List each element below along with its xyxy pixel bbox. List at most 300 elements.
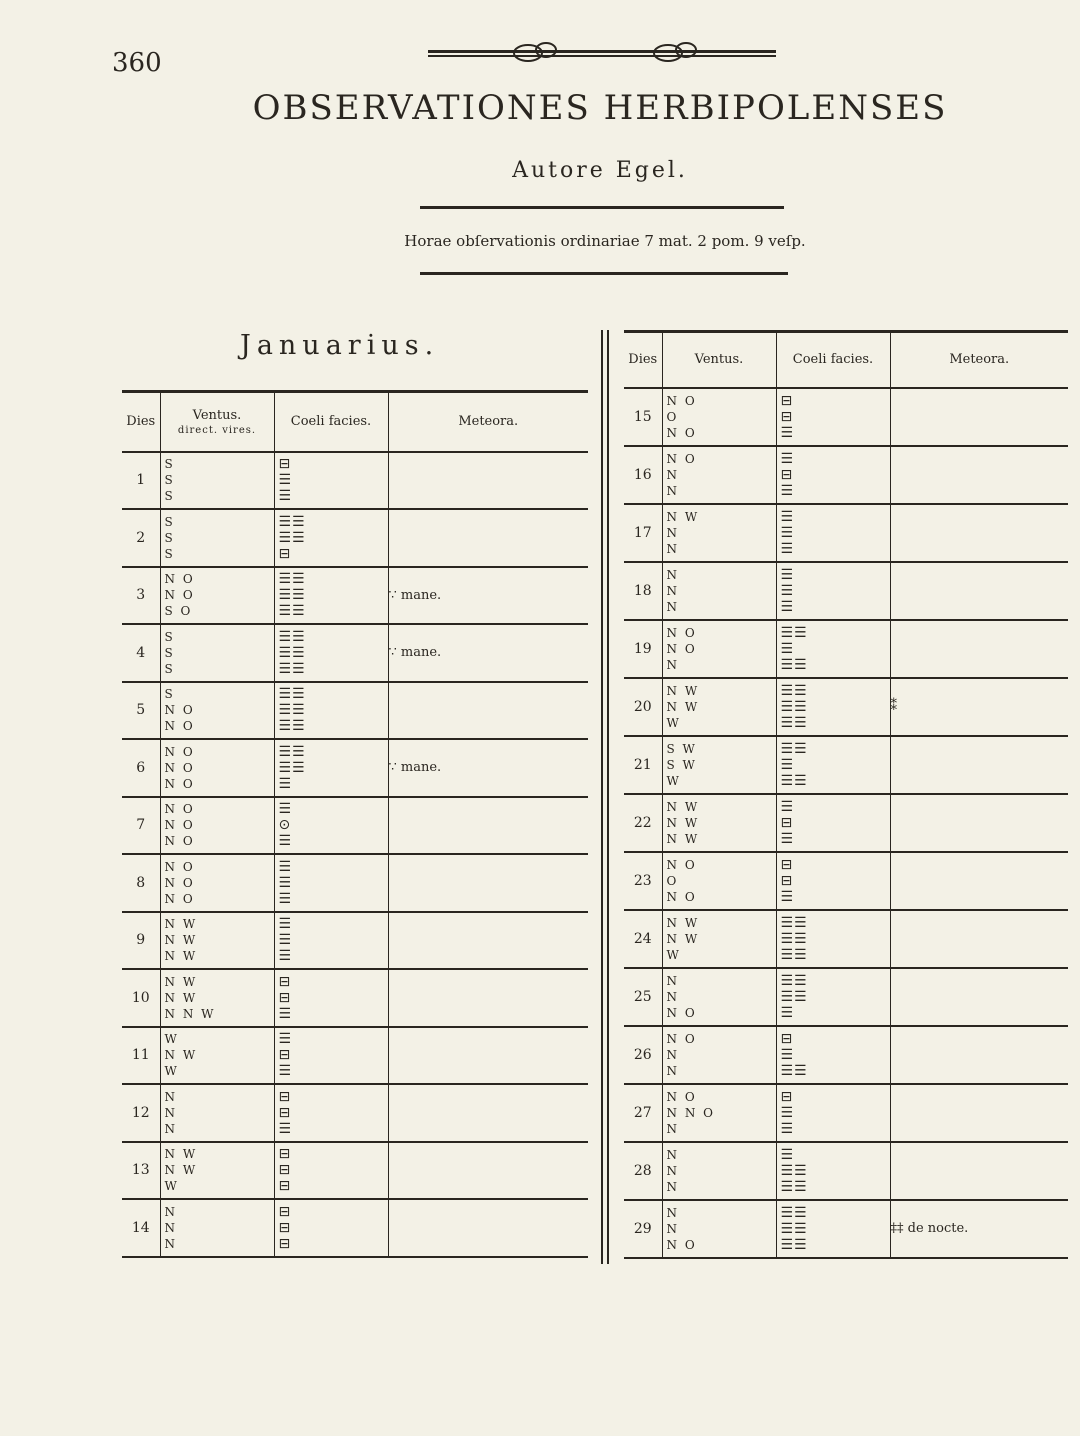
wind-cell <box>160 739 274 797</box>
meteora-cell <box>890 968 1068 1026</box>
table-row <box>122 682 588 740</box>
wind-readings <box>663 682 776 732</box>
wind-reading: N O <box>666 1237 697 1252</box>
wind-reading: S <box>164 457 175 472</box>
sky-readings <box>777 798 890 848</box>
sky-readings <box>777 508 890 558</box>
sky-symbol: ⊟ <box>780 408 794 425</box>
sky-symbol: ⊟ <box>278 456 292 473</box>
column-separator <box>601 330 603 1264</box>
sky-readings <box>777 914 890 964</box>
wind-reading: S O <box>164 604 193 619</box>
sky-readings <box>777 624 890 674</box>
meteora-cell <box>890 1084 1068 1142</box>
wind-cell <box>662 1026 776 1084</box>
table-row <box>624 1026 1068 1084</box>
wind-reading: N <box>666 567 679 582</box>
sky-symbol: ☰ <box>780 1046 795 1063</box>
sky-symbol: ☰ <box>278 1063 293 1080</box>
table-row <box>624 852 1068 910</box>
meteora-cell <box>890 1026 1068 1084</box>
wind-reading: N O <box>666 625 697 640</box>
sky-symbol: ☰ <box>780 830 795 847</box>
wind-reading: S <box>164 629 175 644</box>
table-row <box>122 452 588 510</box>
wind-readings <box>161 1088 274 1138</box>
wind-cell <box>160 452 274 510</box>
wind-reading: N W <box>666 699 700 714</box>
wind-cell <box>662 1200 776 1258</box>
wind-reading: N O <box>164 776 195 791</box>
table-row <box>122 1199 588 1257</box>
wind-reading: W <box>164 1032 179 1047</box>
sky-readings <box>777 740 890 790</box>
sky-symbol: ☰ <box>780 482 795 499</box>
wind-reading: N W <box>164 933 198 948</box>
sky-cell <box>776 794 890 852</box>
wind-readings <box>663 508 776 558</box>
wind-reading: S <box>164 514 175 529</box>
wind-readings <box>663 740 776 790</box>
day-cell: 6 <box>122 739 160 797</box>
sky-symbol: ☰ <box>780 540 795 557</box>
meteora-cell <box>388 912 588 970</box>
wind-readings <box>161 743 274 793</box>
sky-symbol: ☰☰ <box>780 682 808 699</box>
wind-readings <box>663 1030 776 1080</box>
sky-symbol: ☰ <box>278 775 293 792</box>
month-heading: Januarius. <box>240 330 440 361</box>
day-cell: 4 <box>122 624 160 682</box>
meteora-header: Meteora. <box>890 332 1068 388</box>
sky-readings <box>777 856 890 906</box>
wind-reading: N <box>666 583 679 598</box>
sky-cell <box>776 504 890 562</box>
ornament-divider <box>428 38 776 68</box>
sky-symbol: ⊟ <box>278 1146 292 1163</box>
wind-cell <box>662 620 776 678</box>
sky-symbol: ⊟ <box>278 1178 292 1195</box>
title-rule <box>420 206 784 209</box>
sky-symbol: ☰☰ <box>780 624 808 641</box>
sky-symbol: ☰ <box>780 888 795 905</box>
sky-cell <box>274 624 388 682</box>
wind-reading: W <box>666 773 681 788</box>
day-cell: 21 <box>624 736 662 794</box>
ventus-label: Ventus. <box>192 407 242 423</box>
wind-reading: N W <box>164 917 198 932</box>
wind-reading: N <box>666 1163 679 1178</box>
sky-symbol: ⊟ <box>780 1088 794 1105</box>
meteora-cell <box>890 388 1068 446</box>
wind-reading: S W <box>666 757 697 772</box>
sky-symbol: ☰ <box>780 1004 795 1021</box>
left-observation-table <box>122 390 588 1258</box>
wind-readings <box>161 1203 274 1253</box>
wind-cell <box>662 678 776 736</box>
sky-cell <box>274 739 388 797</box>
wind-reading: N O <box>666 641 697 656</box>
sky-symbol: ☰ <box>780 756 795 773</box>
wind-reading: N O <box>666 889 697 904</box>
wind-cell <box>662 1084 776 1142</box>
wind-readings <box>663 914 776 964</box>
wind-readings <box>161 685 274 735</box>
sky-symbol: ☰ <box>780 566 795 583</box>
sky-readings <box>275 915 388 965</box>
meteora-cell: ∵ mane. <box>388 567 588 625</box>
table-row <box>624 1142 1068 1200</box>
sky-symbol: ☰☰ <box>278 513 306 530</box>
wind-cell <box>160 912 274 970</box>
wind-reading: S <box>164 530 175 545</box>
sky-symbol: ☰ <box>278 1031 293 1048</box>
wind-readings <box>161 513 274 563</box>
table-row <box>122 1142 588 1200</box>
sky-readings <box>275 1088 388 1138</box>
wind-cell <box>662 736 776 794</box>
wind-cell <box>160 969 274 1027</box>
sky-symbol: ☰ <box>780 524 795 541</box>
meteora-cell <box>388 682 588 740</box>
sky-symbol: ☰ <box>780 582 795 599</box>
sky-symbol: ☰ <box>780 598 795 615</box>
sky-symbol: ☰☰ <box>780 1220 808 1237</box>
sky-cell <box>776 678 890 736</box>
sky-readings <box>275 1145 388 1195</box>
day-cell: 14 <box>122 1199 160 1257</box>
wind-reading: N <box>666 657 679 672</box>
wind-reading: N W <box>666 815 700 830</box>
sky-readings <box>777 1146 890 1196</box>
sky-symbol: ☰ <box>278 1120 293 1137</box>
wind-reading: N W <box>666 931 700 946</box>
day-cell: 7 <box>122 797 160 855</box>
meteora-cell <box>388 1027 588 1085</box>
sky-symbol: ⊟ <box>780 856 794 873</box>
sky-symbol: ☰ <box>278 488 293 505</box>
sky-symbol: ⊟ <box>278 989 292 1006</box>
sky-symbol: ☰☰ <box>780 656 808 673</box>
sky-cell <box>274 854 388 912</box>
wind-readings <box>663 1204 776 1254</box>
sky-symbol: ⊟ <box>278 1104 292 1121</box>
sky-symbol: ☰ <box>278 1005 293 1022</box>
sky-symbol: ☰☰ <box>780 946 808 963</box>
coeli-header: Coeli facies. <box>776 332 890 388</box>
day-cell: 5 <box>122 682 160 740</box>
day-cell: 18 <box>624 562 662 620</box>
table-row <box>624 446 1068 504</box>
wind-reading: N N W <box>164 1006 216 1021</box>
wind-reading: N <box>666 483 679 498</box>
table-row <box>122 1027 588 1085</box>
sky-cell <box>274 1199 388 1257</box>
meteora-cell <box>890 620 1068 678</box>
sky-symbol: ☰☰ <box>780 914 808 931</box>
wind-cell <box>662 852 776 910</box>
wind-reading: O <box>666 409 679 424</box>
sky-readings <box>275 973 388 1023</box>
wind-reading: W <box>164 1064 179 1079</box>
sky-symbol: ⊟ <box>780 466 794 483</box>
meteora-cell <box>388 452 588 510</box>
sky-symbol: ⊟ <box>278 1162 292 1179</box>
sky-cell <box>776 1200 890 1258</box>
wind-reading: N O <box>666 1089 697 1104</box>
sky-cell <box>274 1084 388 1142</box>
sky-symbol: ☰ <box>780 450 795 467</box>
meteora-cell <box>890 794 1068 852</box>
sky-symbol: ⊟ <box>278 545 292 562</box>
wind-reading: N W <box>666 683 700 698</box>
wind-reading: N O <box>666 1031 697 1046</box>
meteora-cell <box>388 969 588 1027</box>
sky-symbol: ☰ <box>278 801 293 818</box>
table-row <box>624 678 1068 736</box>
sky-cell <box>274 969 388 1027</box>
wind-reading: N <box>164 1204 177 1219</box>
sky-readings <box>275 1203 388 1253</box>
sky-symbol: ☰ <box>278 932 293 949</box>
wind-readings <box>161 455 274 505</box>
wind-cell <box>662 504 776 562</box>
sky-symbol: ☰ <box>278 874 293 891</box>
wind-reading: N W <box>164 974 198 989</box>
wind-reading: N <box>666 1047 679 1062</box>
sky-cell <box>776 1084 890 1142</box>
day-cell: 10 <box>122 969 160 1027</box>
sky-cell <box>274 912 388 970</box>
day-cell: 23 <box>624 852 662 910</box>
day-cell: 15 <box>624 388 662 446</box>
sky-readings <box>275 858 388 908</box>
wind-reading: N O <box>164 719 195 734</box>
table-row <box>122 567 588 625</box>
wind-readings <box>663 972 776 1022</box>
wind-reading: N W <box>666 831 700 846</box>
meteora-cell <box>388 1084 588 1142</box>
table-row <box>122 797 588 855</box>
sky-readings <box>777 392 890 442</box>
day-cell: 12 <box>122 1084 160 1142</box>
sky-readings <box>777 972 890 1022</box>
sky-symbol: ☰ <box>278 948 293 965</box>
sky-readings <box>275 455 388 505</box>
wind-reading: N <box>666 1205 679 1220</box>
day-cell: 19 <box>624 620 662 678</box>
sky-cell <box>776 620 890 678</box>
sky-symbol: ⊟ <box>780 814 794 831</box>
meteora-cell <box>890 562 1068 620</box>
sky-cell <box>776 562 890 620</box>
table-row <box>122 509 588 567</box>
sky-symbol: ☰☰ <box>278 660 306 677</box>
wind-reading: N <box>666 1179 679 1194</box>
table-row <box>624 562 1068 620</box>
wind-reading: N O <box>164 834 195 849</box>
sky-symbol: ☰☰ <box>780 930 808 947</box>
meteora-cell: ⁑ <box>890 678 1068 736</box>
sky-readings <box>777 1088 890 1138</box>
sky-symbol: ☰☰ <box>278 603 306 620</box>
sky-readings <box>275 1030 388 1080</box>
sky-symbol: ☰☰ <box>780 772 808 789</box>
dies-header: Dies <box>122 392 160 452</box>
day-cell: 9 <box>122 912 160 970</box>
sky-cell <box>776 968 890 1026</box>
day-cell: 27 <box>624 1084 662 1142</box>
meteora-cell <box>890 504 1068 562</box>
sky-symbol: ☰ <box>278 890 293 907</box>
wind-reading: S <box>164 661 175 676</box>
wind-reading: N O <box>164 802 195 817</box>
wind-reading: N W <box>666 915 700 930</box>
table-row <box>624 504 1068 562</box>
sky-symbol: ☰☰ <box>780 714 808 731</box>
sky-readings <box>275 513 388 563</box>
sky-symbol: ⊟ <box>780 1030 794 1047</box>
sky-cell <box>274 509 388 567</box>
wind-reading: N N O <box>666 1105 715 1120</box>
sky-symbol: ☰ <box>780 798 795 815</box>
sky-symbol: ☰ <box>780 1104 795 1121</box>
sky-readings <box>275 628 388 678</box>
wind-reading: N W <box>666 509 700 524</box>
sky-symbol: ☰ <box>780 508 795 525</box>
sky-cell <box>776 446 890 504</box>
sky-cell <box>274 797 388 855</box>
sky-cell <box>274 1142 388 1200</box>
meteora-cell <box>890 1142 1068 1200</box>
wind-reading: N <box>666 1221 679 1236</box>
wind-reading: N <box>666 599 679 614</box>
day-cell: 24 <box>624 910 662 968</box>
sky-symbol: ☰ <box>780 640 795 657</box>
sky-symbol: ☰ <box>278 916 293 933</box>
hours-rule <box>420 272 788 275</box>
sky-readings <box>777 1030 890 1080</box>
sky-symbol: ⊟ <box>278 1235 292 1252</box>
sky-symbol: ☰☰ <box>780 1236 808 1253</box>
wind-readings <box>663 566 776 616</box>
wind-reading: S <box>164 546 175 561</box>
wind-reading: N O <box>666 451 697 466</box>
ventus-sublabel: direct. vires. <box>177 424 257 436</box>
wind-reading: N O <box>666 857 697 872</box>
wind-reading: N O <box>164 703 195 718</box>
sky-readings <box>777 682 890 732</box>
wind-reading: N <box>666 541 679 556</box>
sky-symbol: ☰☰ <box>780 1062 808 1079</box>
wind-cell <box>662 562 776 620</box>
sky-symbol: ⊟ <box>780 872 794 889</box>
sky-cell <box>274 1027 388 1085</box>
wind-reading: O <box>666 873 679 888</box>
wind-reading: N <box>666 467 679 482</box>
sky-symbol: ☰☰ <box>278 702 306 719</box>
wind-cell <box>662 794 776 852</box>
wind-reading: N W <box>164 1048 198 1063</box>
sky-readings <box>275 685 388 735</box>
wind-readings <box>161 915 274 965</box>
ventus-header: Ventus. <box>662 332 776 388</box>
wind-reading: N <box>666 1147 679 1162</box>
wind-readings <box>161 800 274 850</box>
sky-cell <box>776 910 890 968</box>
wind-readings <box>663 856 776 906</box>
table-row <box>122 1084 588 1142</box>
sky-symbol: ☰ <box>278 858 293 875</box>
sky-symbol: ⊟ <box>278 1088 292 1105</box>
meteora-cell <box>890 736 1068 794</box>
wind-reading: N O <box>164 760 195 775</box>
day-cell: 8 <box>122 854 160 912</box>
author-line: Autore Egel. <box>512 158 688 183</box>
sky-readings <box>275 570 388 620</box>
table-row <box>624 620 1068 678</box>
wind-cell <box>160 1084 274 1142</box>
wind-reading: N W <box>164 1147 198 1162</box>
observation-hours-note: Horae obſervationis ordinariae 7 mat. 2 pom. 9 veſp. <box>404 232 806 250</box>
wind-cell <box>160 1142 274 1200</box>
sky-symbol: ☰☰ <box>278 718 306 735</box>
wind-reading: N <box>164 1121 177 1136</box>
day-cell: 20 <box>624 678 662 736</box>
sky-symbol: ☰☰ <box>278 587 306 604</box>
wind-reading: W <box>164 1179 179 1194</box>
wind-cell <box>160 682 274 740</box>
sky-readings <box>777 566 890 616</box>
meteora-cell <box>890 852 1068 910</box>
wind-reading: N <box>666 989 679 1004</box>
wind-reading: W <box>666 715 681 730</box>
wind-reading: N O <box>164 891 195 906</box>
wind-readings <box>161 973 274 1023</box>
column-separator-inner <box>607 330 609 1264</box>
meteora-cell <box>388 1199 588 1257</box>
table-row <box>624 968 1068 1026</box>
table-row <box>122 969 588 1027</box>
wind-reading: N O <box>164 818 195 833</box>
sky-cell <box>776 388 890 446</box>
wind-reading: N W <box>164 1163 198 1178</box>
sky-symbol: ☰☰ <box>278 759 306 776</box>
sky-symbol: ☰☰ <box>780 972 808 989</box>
sky-symbol: ☰☰ <box>780 1204 808 1221</box>
wind-reading: N <box>666 1063 679 1078</box>
sky-symbol: ☰☰ <box>278 571 306 588</box>
sky-symbol: ☰ <box>278 833 293 850</box>
wind-reading: N <box>666 1121 679 1136</box>
meteora-cell <box>388 854 588 912</box>
wind-readings <box>161 1030 274 1080</box>
table-row <box>624 388 1068 446</box>
sky-symbol: ⊟ <box>278 973 292 990</box>
wind-reading: N O <box>164 572 195 587</box>
wind-reading: N <box>164 1236 177 1251</box>
table-row <box>122 854 588 912</box>
day-cell: 22 <box>624 794 662 852</box>
sky-symbol: ☰ <box>780 424 795 441</box>
wind-reading: N <box>666 973 679 988</box>
sky-symbol: ☰☰ <box>780 1162 808 1179</box>
day-cell: 3 <box>122 567 160 625</box>
table-row <box>624 1200 1068 1258</box>
sky-cell <box>776 852 890 910</box>
sky-readings <box>777 1204 890 1254</box>
wind-readings <box>663 392 776 442</box>
